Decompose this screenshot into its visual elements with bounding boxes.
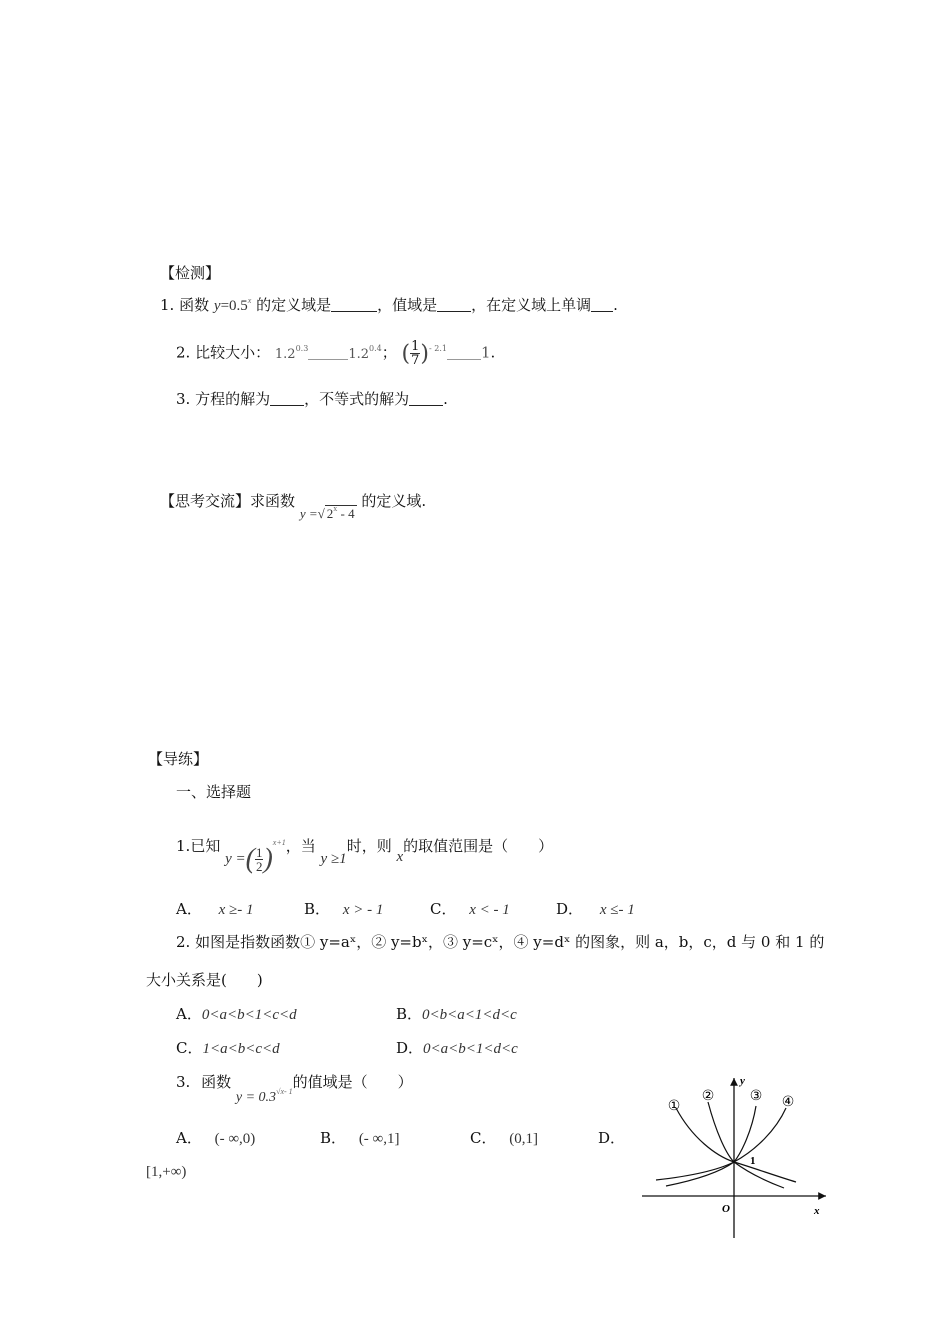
function-expression: $y=0.5^x$ [213,296,252,314]
practice-q3-option-b[interactable]: B． (- ∞,1] [320,1129,400,1147]
fraction-power-expression: ( $\frac{1}{7}$ )$^{- 2.1}$ [401,339,447,368]
answer-blank[interactable] [409,391,443,406]
question-text: 函数 [179,296,210,314]
question-text: 时，则 [346,837,392,855]
question-text: 的取值范围是（ ） [403,837,554,855]
practice-question-2-line-1: 2. 如图是指数函数① y=aˣ，② y=bˣ，③ y=cˣ，④ y=dˣ 的图象，则 a，b，c，d 与 0 和 1 的 [176,933,825,951]
sqrt-function-expression: y =√ 2$^x$ - 4 [299,504,355,521]
function-expression: $y = 0.3^{√x- 1}$ [235,1087,293,1105]
question-text: ，当 [285,837,316,855]
practice-q1-option-d[interactable]: D． x ≤- 1 [556,900,635,918]
answer-blank[interactable] [447,345,481,360]
question-text: ，在定义域上单调 [471,296,592,314]
subsection-choice: 一、选择题 [176,783,252,801]
question-number: 3. [176,390,191,408]
power-expression: $1.2^{0.3}$ [274,343,309,362]
curve-label-2: ② [701,1088,715,1104]
condition-expression: y ≥1 [320,851,347,867]
answer-blank[interactable] [437,297,471,312]
section-title-think: 【思考交流】 [160,492,251,510]
question-number: 2. [176,343,191,362]
question-text: 求函数 [250,492,296,510]
question-text: ，值域是 [377,296,438,314]
function-expression: y =( $\frac{1}{2}$ )$^{x+1}$ [225,838,286,875]
section-title-practice: 【导练】 [148,750,209,768]
practice-q3-option-c[interactable]: C． (0,1] [470,1129,539,1147]
question-text: 的值域是（ ） [292,1073,413,1091]
practice-q2-option-a[interactable]: A．0<a<b<1<c<d [176,1005,297,1023]
question-text: 函数 [201,1073,232,1091]
curve-1 [676,1108,796,1182]
x-axis-label: x [814,1205,820,1217]
practice-q3-option-d-label[interactable]: D． [598,1129,626,1147]
answer-blank[interactable] [270,391,304,406]
practice-q1-option-c[interactable]: C． x < - 1 [430,900,510,918]
check-question-2: 2. 比较大小： $1.2^{0.3}$ $1.2^{0.4}$； ( $\frac{1}{7}$ )$^{- 2.1}$ 1. [176,339,496,368]
curve-3 [666,1106,756,1186]
section-title-check: 【检测】 [160,264,221,282]
y-axis-label: y [740,1075,745,1087]
power-expression: $1.2^{0.4}$ [348,343,382,362]
answer-blank[interactable] [591,297,613,312]
practice-q1-option-b[interactable]: B． x > - 1 [304,900,384,918]
practice-q3-option-a[interactable]: A． (- ∞,0) [176,1129,256,1147]
curve-label-1: ① [667,1098,681,1114]
practice-q2-option-b[interactable]: B．0<b<a<1<d<c [396,1005,517,1023]
question-number: 1. [176,837,191,855]
practice-q2-option-d[interactable]: D．0<a<b<1<d<c [396,1039,518,1057]
question-number: 1. [160,296,175,314]
answer-blank[interactable] [308,345,348,360]
question-text: 方程的解为 [195,390,271,408]
question-number: 3. [176,1073,191,1091]
exponential-graph-figure [636,1068,836,1244]
question-text: 的定义域是 [256,296,332,314]
question-text: 比较大小： [195,343,271,362]
check-question-3: 3. 方程的解为 ，不等式的解为 . [176,390,448,408]
practice-q3-option-d-value[interactable]: [1,+∞) [146,1164,187,1180]
practice-question-3 [176,1071,413,1105]
practice-q1-option-a[interactable]: A． x ≥- 1 [176,900,254,918]
check-question-1: 1. 函数 $y=0.5^x$ 的定义域是 ，值域是 ，在定义域上单调 . [160,296,618,314]
variable-x: x [396,849,404,865]
question-text: 的定义域. [361,492,427,510]
think-exchange-line [160,490,427,521]
question-text: 已知 [190,837,221,855]
curve-label-4: ④ [781,1094,795,1110]
curve-label-3: ③ [749,1088,763,1104]
answer-blank[interactable] [331,297,377,312]
question-text: ，不等式的解为 [304,390,410,408]
intercept-label: 1 [750,1155,756,1167]
practice-question-2-line-2: 大小关系是( ) [146,971,263,989]
practice-q2-option-c[interactable]: C．1<a<b<c<d [176,1039,280,1057]
origin-label: O [722,1203,730,1215]
practice-question-1 [176,826,554,875]
